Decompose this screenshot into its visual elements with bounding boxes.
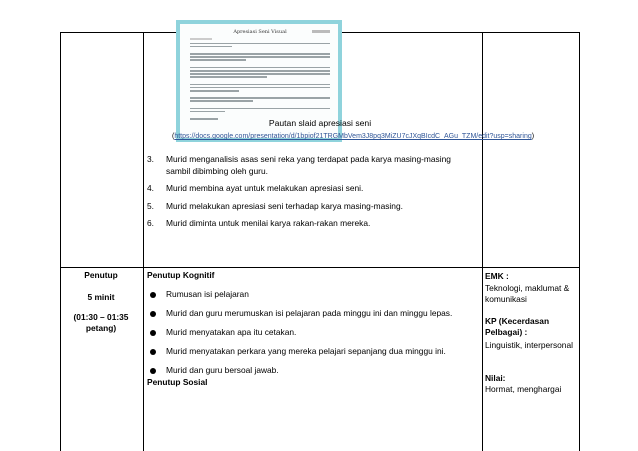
step-number: 4. — [147, 183, 154, 194]
step-number: 6. — [147, 218, 154, 229]
bullet-icon — [150, 311, 156, 317]
bullet-text: Murid dan guru bersoal jawab. — [166, 365, 279, 375]
bullet-icon — [150, 292, 156, 298]
step-item — [147, 154, 477, 177]
bullet-icon — [150, 368, 156, 374]
step-text: Murid melakukan apresiasi seni terhadap karya masing-masing. — [166, 200, 403, 211]
bullet-text: Rumusan isi pelajaran — [166, 289, 249, 299]
emk-value: Teknologi, maklumat & komunikasi — [485, 283, 570, 304]
social-title: Penutup Sosial — [147, 377, 208, 387]
slide-link-url[interactable]: https://docs.google.com/presentation/d/1bpiof21TRGMbVem3J8pq3MiZU7cJXqBIcdC_AGu_TZM/edit?usp=sharing — [174, 133, 532, 140]
kp-value: Linguistik, interpersonal — [485, 340, 573, 350]
bullet-text: Murid menyatakan apa itu cetakan. — [166, 327, 297, 337]
step-item — [147, 183, 477, 195]
cognitive-title: Penutup Kognitif — [147, 270, 215, 280]
bullet-text: Murid dan guru merumuskan isi pelajaran pada minggu ini dan minggu lepas. — [166, 308, 453, 318]
nilai-value: Hormat, menghargai — [485, 384, 562, 394]
slide-text-lines — [190, 43, 330, 120]
step-text: Murid menganalisis asas seni reka yang terdapat pada karya masing-masing sambil dibimbing oleh guru. — [166, 154, 451, 176]
list-item — [150, 327, 452, 346]
bullet-icon — [150, 330, 156, 336]
row-divider — [61, 267, 579, 268]
list-item — [150, 289, 452, 308]
column-divider-1 — [143, 33, 144, 451]
step-item — [147, 218, 477, 230]
bullet-icon — [150, 349, 156, 355]
nilai-label: Nilai: — [485, 373, 506, 383]
slide-title: Apresiasi Seni Visual — [233, 29, 287, 35]
time-label: (01:30 – 01:35 petang) — [73, 312, 129, 333]
closing-bullet-list — [150, 289, 452, 384]
step-number: 5. — [147, 200, 154, 211]
bullet-text: Murid menyatakan perkara yang mereka pelajari sepanjang dua minggu ini. — [166, 346, 446, 356]
step-list — [147, 154, 477, 236]
duration-label: 5 minit — [87, 292, 115, 302]
phase-label: Penutup — [84, 270, 118, 280]
step-number: 3. — [147, 154, 154, 164]
list-item — [150, 346, 452, 365]
step-item — [147, 201, 477, 213]
step-text: Murid membina ayat untuk melakukan apresiasi seni. — [166, 183, 364, 194]
column-divider-2 — [482, 33, 483, 451]
step-text: Murid diminta untuk menilai karya rakan-rakan mereka. — [166, 218, 371, 229]
slide-subtitle-placeholder — [190, 38, 330, 40]
kp-label: KP (Kecerdasan Pelbagai) : — [485, 316, 550, 337]
slide-link[interactable] — [172, 133, 534, 140]
slide-badge — [312, 30, 330, 33]
link-open-paren: ( — [172, 133, 175, 140]
emk-label: EMK : — [485, 271, 509, 281]
slide-caption: Pautan slaid apresiasi seni — [268, 118, 372, 128]
link-close-paren: ) — [531, 133, 535, 140]
list-item — [150, 308, 452, 327]
